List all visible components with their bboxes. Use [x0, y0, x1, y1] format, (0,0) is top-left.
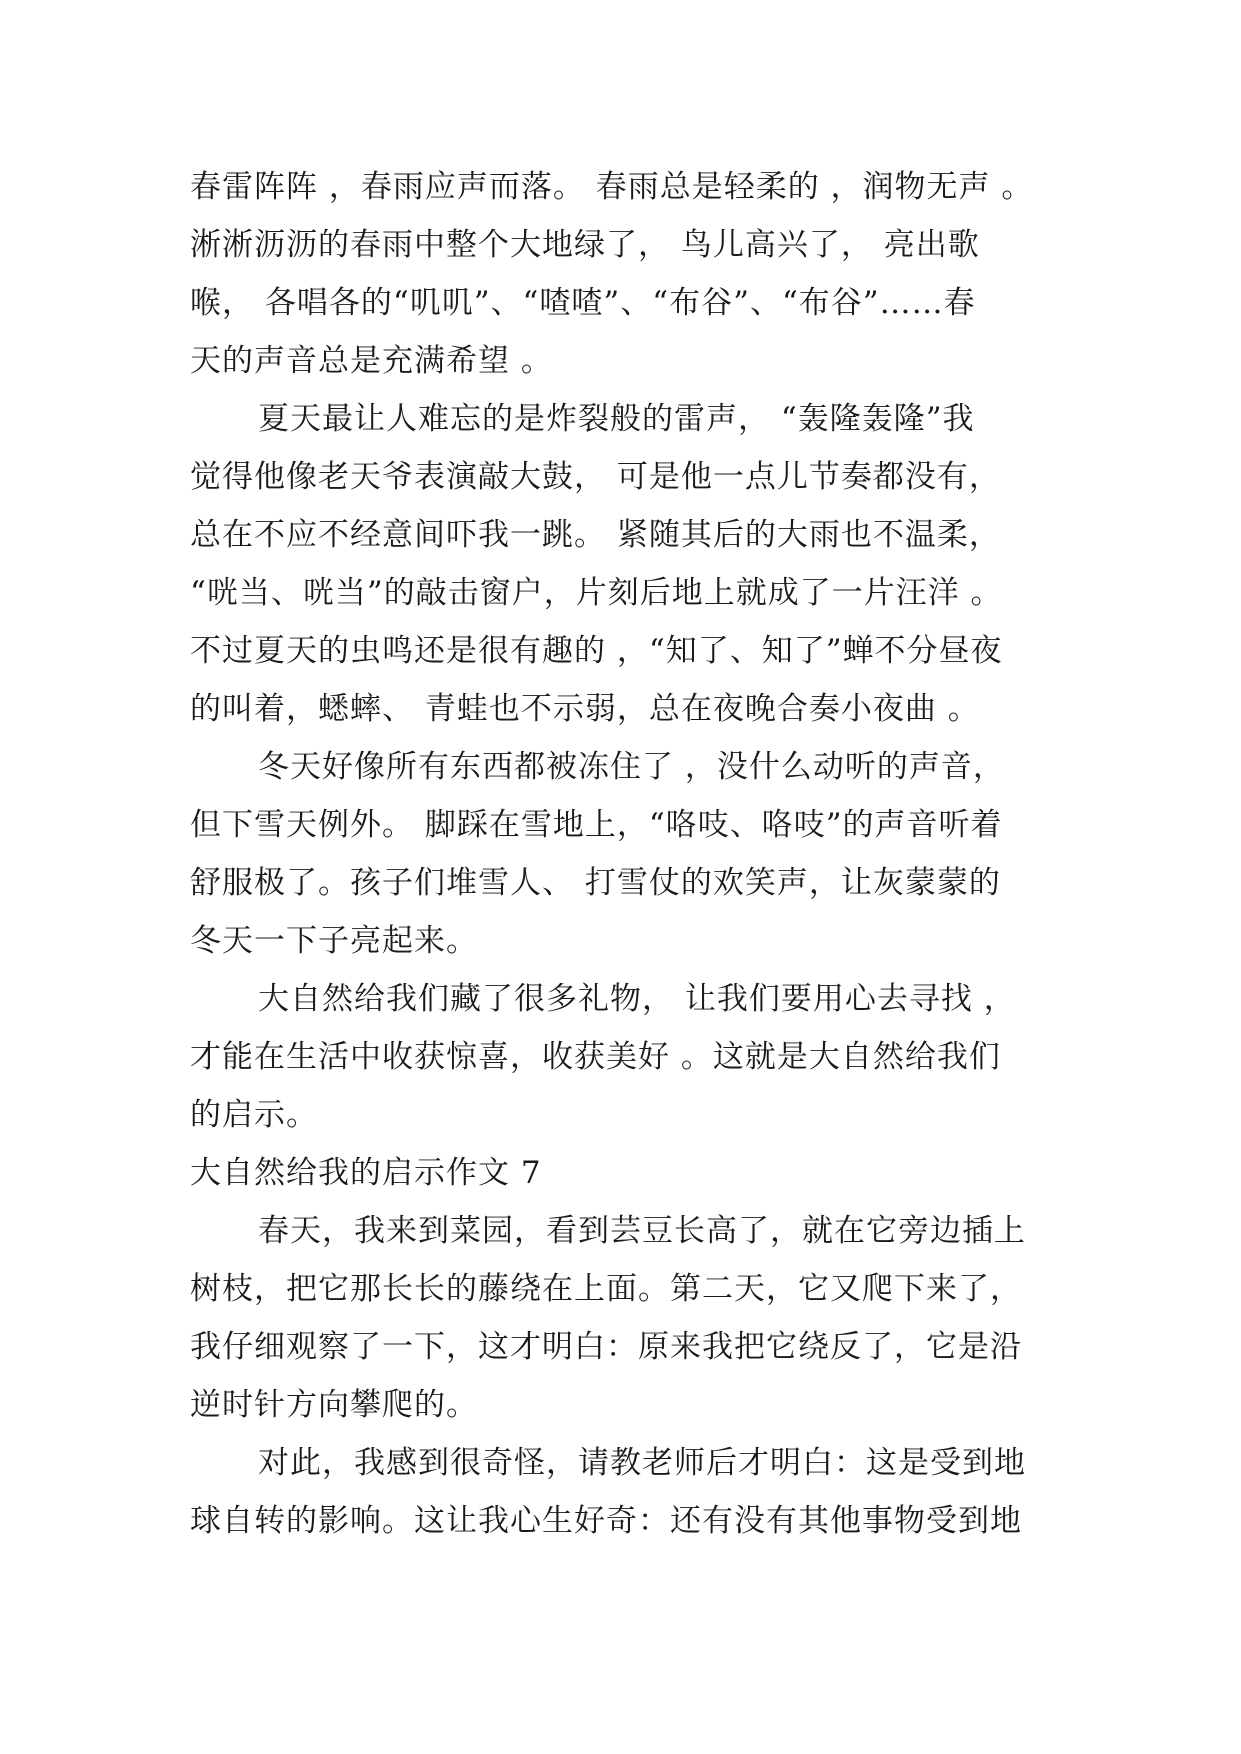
paragraph-first-line: 冬天好像所有东西都被冻住了 ，没什么动听的声音，: [258, 749, 1005, 785]
text-line: 我仔细观察了一下，这才明白：原来我把它绕反了，它是沿: [190, 1329, 1022, 1365]
text-line: 冬天一下子亮起来。: [190, 923, 478, 959]
paragraph-first-line: 对此，我感到很奇怪，请教老师后才明白：这是受到地: [258, 1445, 1026, 1481]
text-line: 春雷阵阵 ，春雨应声而落。 春雨总是轻柔的 ，润物无声 。: [190, 169, 1034, 205]
text-line: 舒服极了。孩子们堆雪人、 打雪仗的欢笑声，让灰蒙蒙的: [190, 865, 1001, 901]
text-line: 树枝，把它那长长的藤绕在上面。第二天，它又爬下来了，: [190, 1271, 1022, 1307]
text-line: 觉得他像老天爷表演敲大鼓， 可是他一点儿节奏都没有，: [190, 459, 1001, 495]
text-line: 但下雪天例外。 脚踩在雪地上，“咯吱、咯吱”的声音听着: [190, 807, 1003, 843]
text-line: 的启示。: [190, 1097, 318, 1133]
text-line: 球自转的影响。这让我心生好奇：还有没有其他事物受到地: [190, 1503, 1022, 1539]
text-line: 总在不应不经意间吓我一跳。 紧随其后的大雨也不温柔，: [190, 517, 1001, 553]
text-line: 的叫着，蟋蟀、 青蛙也不示弱，总在夜晚合奏小夜曲 。: [190, 691, 980, 727]
text-line: 逆时针方向攀爬的。: [190, 1387, 478, 1423]
text-line: 天的声音总是充满希望 。: [190, 343, 553, 379]
text-line: 喉， 各唱各的“叽叽”、“喳喳”、“布谷”、“布谷”……春: [190, 285, 976, 321]
text-line: 才能在生活中收获惊喜，收获美好 。这就是大自然给我们: [190, 1039, 1001, 1075]
section-heading: 大自然给我的启示作文 7: [190, 1155, 542, 1191]
text-line: 不过夏天的虫鸣还是很有趣的 ，“知了、知了”蝉不分昼夜: [190, 633, 1003, 669]
document-body: [190, 158, 1060, 1550]
paragraph-first-line: 春天，我来到菜园，看到芸豆长高了，就在它旁边插上: [258, 1213, 1026, 1249]
text-line: 淅淅沥沥的春雨中整个大地绿了， 鸟儿高兴了， 亮出歌: [190, 227, 980, 263]
text-line: “咣当、咣当”的敲击窗户，片刻后地上就成了一片汪洋 。: [190, 575, 1003, 611]
paragraph-first-line: 大自然给我们藏了很多礼物， 让我们要用心去寻找 ，: [258, 981, 1016, 1017]
paragraph-first-line: 夏天最让人难忘的是炸裂般的雷声， “轰隆轰隆”我: [258, 401, 975, 437]
